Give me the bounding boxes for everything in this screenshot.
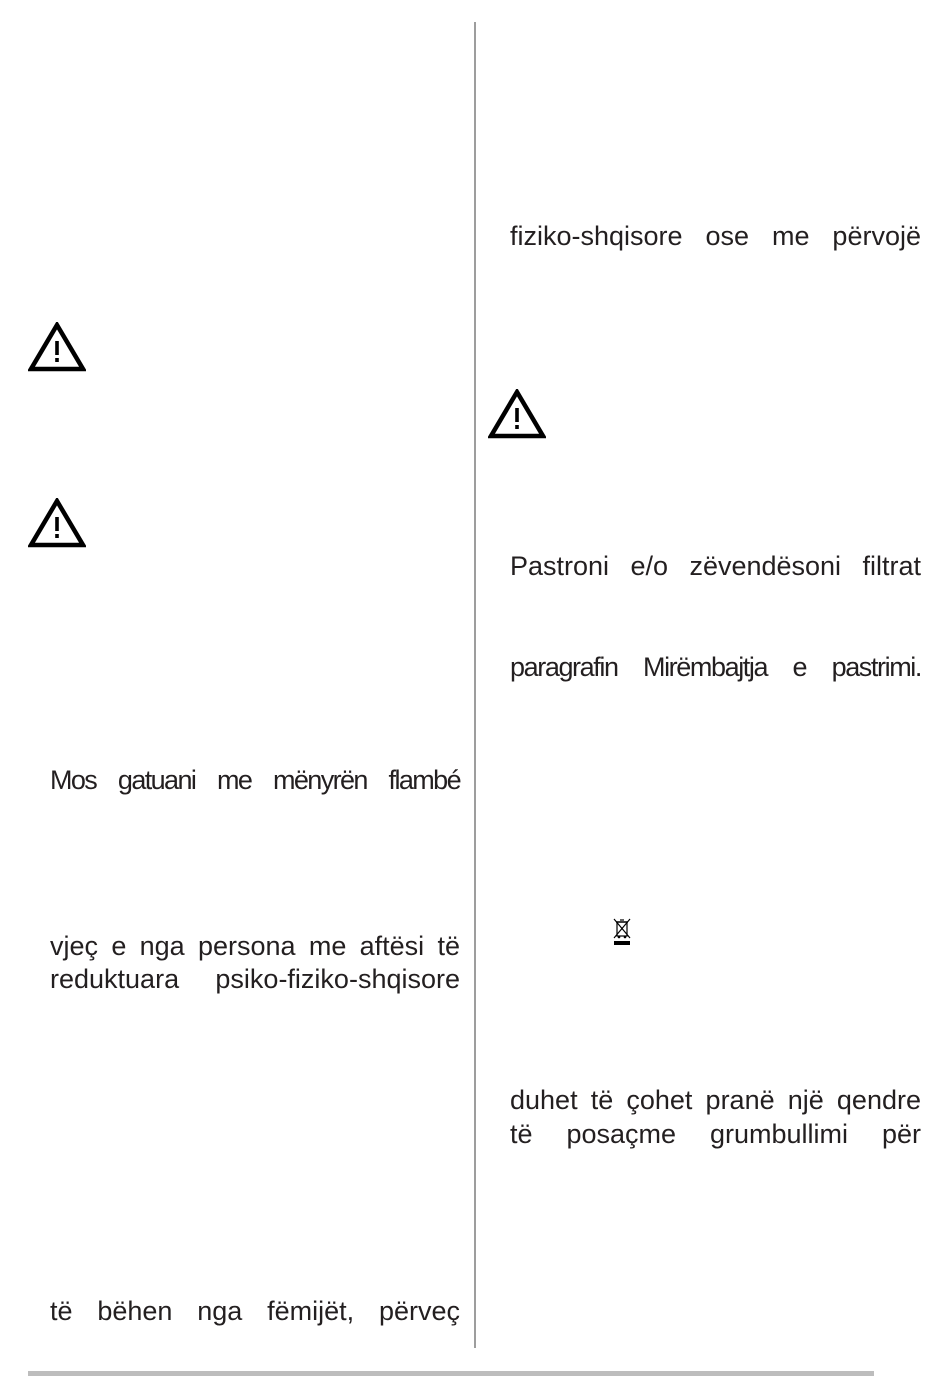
left-text-line: Mos gatuani me mënyrën flambé <box>50 765 460 795</box>
left-text-line: vjeç e nga persona me aftësi të <box>50 931 460 961</box>
crossed-out-bin-icon <box>612 918 632 946</box>
footer-rule <box>28 1371 874 1376</box>
right-text-line: fiziko-shqisore ose me përvojë <box>510 221 921 251</box>
warning-triangle-icon <box>488 389 546 439</box>
right-text-line: të posaçme grumbullimi për <box>510 1119 921 1149</box>
column-divider <box>474 22 476 1348</box>
left-text-line: reduktuara psiko-fiziko-shqisore <box>50 964 460 994</box>
right-text-line: Pastroni e/o zëvendësoni filtrat <box>510 551 921 581</box>
warning-triangle-icon <box>28 498 86 548</box>
right-text-line: paragrafin Mirëmbajtja e pastrimi. <box>510 652 921 682</box>
warning-triangle-icon <box>28 322 86 372</box>
right-text-line: duhet të çohet pranë një qendre <box>510 1085 921 1115</box>
left-text-line: të bëhen nga fëmijët, përveç <box>50 1296 460 1326</box>
